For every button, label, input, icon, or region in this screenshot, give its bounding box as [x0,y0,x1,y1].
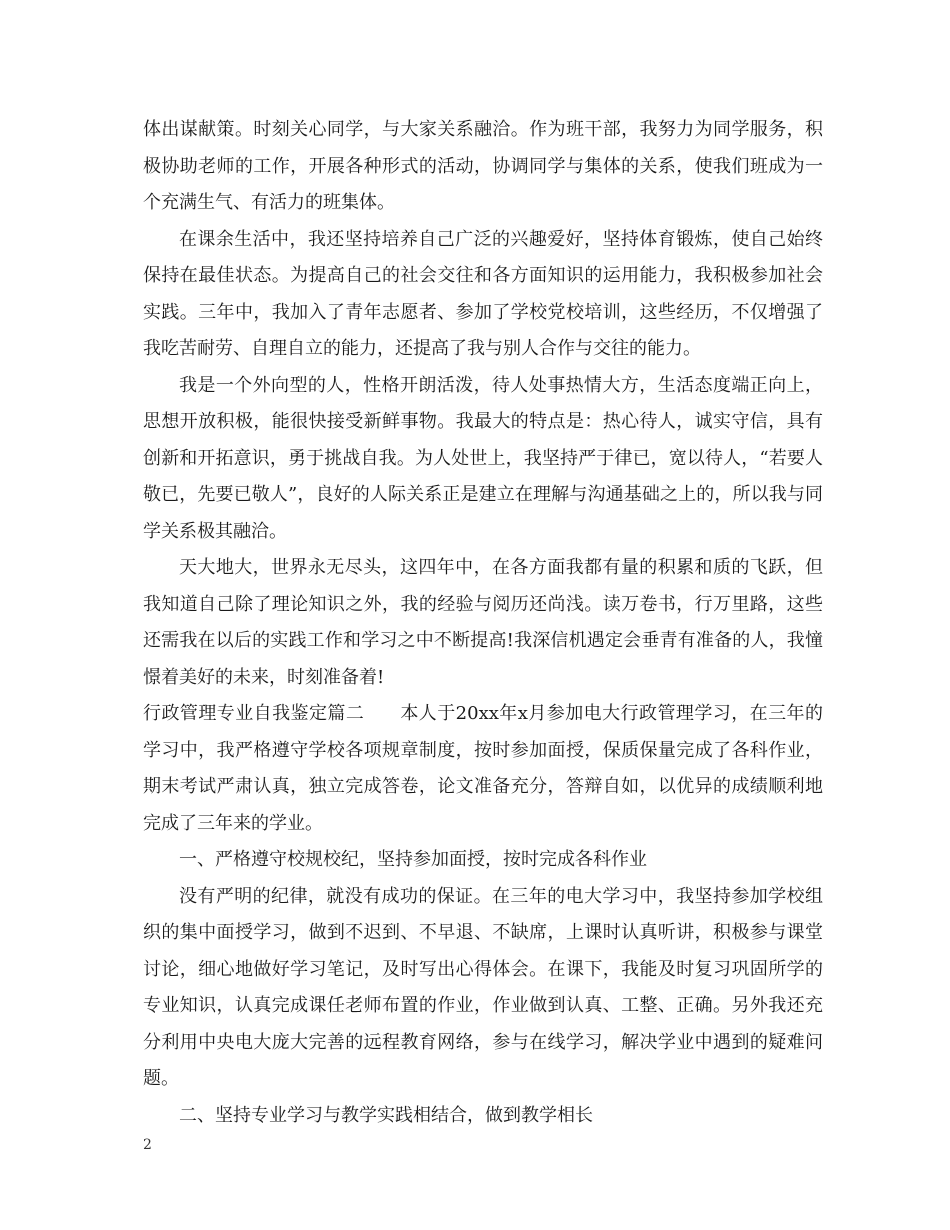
point-two-title: 二、坚持专业学习与教学实践相结合，做到教学相长 [179,1104,593,1126]
section-two-heading: 行政管理专业自我鉴定篇二 [143,703,365,724]
page-number: 2 [143,1137,152,1153]
point-one-body: 没有严明的纪律，就没有成功的保证。在三年的电大学习中，我坚持参加学校组织的集中面授学习，做到不迟到、不早退、不缺席，上课时认真听讲，积极参与课堂讨论，细心地做好学习笔记，及时写出心得体会。在课下，我能及时复习巩固所学的专业知识，认真完成课任老师布置的作业，作业做到认真、工整、正确。另外我还充分利用中央电大庞大完善的远程教育网络，参与在线学习，解决学业中遇到的疑难问题。 [143,885,823,1089]
section-two-intro [143,696,823,842]
document-body [143,112,823,1134]
section-two-body: 本人于20xx年x月参加电大行政管理学习，在三年的学习中，我严格遵守学校各项规章制度，按时参加面授，保质保量完成了各科作业，期末考试严肃认真，独立完成答卷，论文准备充分，答辩自如，以优异的成绩顺利地完成了三年来的学业。 [143,703,824,834]
paragraph-extracurricular: 在课余生活中，我还坚持培养自己广泛的兴趣爱好，坚持体育锻炼，使自己始终保持在最佳状态。为提高自己的社会交往和各方面知识的运用能力，我积极参加社会实践。三年中，我加入了青年志愿者、参加了学校党校培训，这些经历，不仅增强了我吃苦耐劳、自理自立的能力，还提高了我与别人合作与交往的能力。 [143,228,823,359]
paragraph-class-cadre: 体出谋献策。时刻关心同学，与大家关系融洽。作为班干部，我努力为同学服务，积极协助老师的工作，开展各种形式的活动，协调同学与集体的关系，使我们班成为一个充满生气、有活力的班集体。 [143,119,823,213]
paragraph-personality: 我是一个外向型的人，性格开朗活泼，待人处事热情大方，生活态度端正向上，思想开放积极，能很快接受新鲜事物。我最大的特点是：热心待人，诚实守信，具有创新和开拓意识，勇于挑战自我。为人处世上，我坚持严于律已，宽以待人，“若要人敬已，先要已敬人”，良好的人际关系正是建立在理解与沟通基础之上的，所以我与同学关系极其融洽。 [143,374,823,542]
paragraph-conclusion: 天大地大，世界永无尽头，这四年中，在各方面我都有量的积累和质的飞跃，但我知道自己除了理论知识之外，我的经验与阅历还尚浅。读万卷书，行万里路，这些还需我在以后的实践工作和学习之中不断提高!我深信机遇定会垂青有准备的人，我憧憬着美好的未来，时刻准备着! [143,557,823,688]
point-one-title: 一、严格遵守校规校纪，坚持参加面授，按时完成各科作业 [179,849,647,870]
